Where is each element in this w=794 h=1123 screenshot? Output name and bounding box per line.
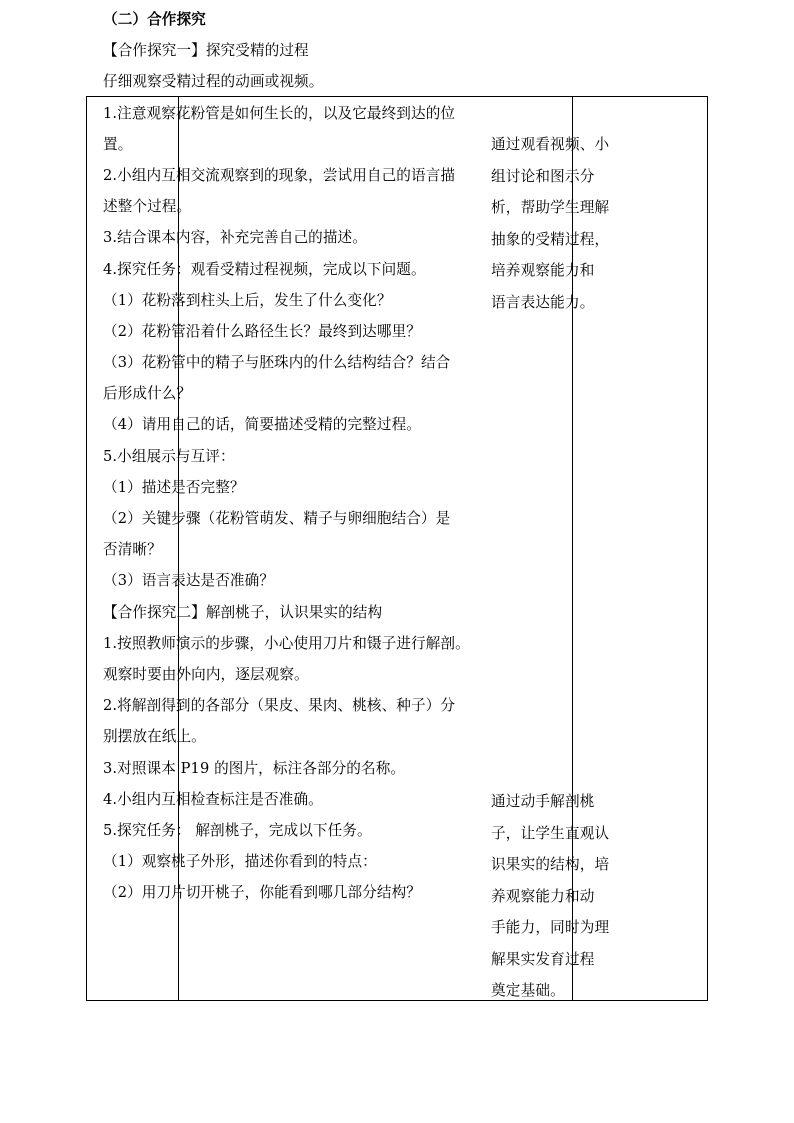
- activity-line: 3.对照课本 P19 的图片，标注各部分的名称。: [103, 759, 406, 777]
- intent-line: 养观察能力和动: [491, 887, 595, 905]
- intent-line: 手能力，同时为理: [491, 919, 610, 936]
- intent-line: 语言表达能力。: [491, 293, 595, 311]
- activity-line: 【合作探究二】解剖桃子，认识果实的结构: [103, 603, 383, 621]
- activity-line: （2）花粉管沿着什么路径生长？最终到达哪里？: [103, 322, 421, 340]
- intent-line: 通过动手解剖桃: [491, 793, 595, 810]
- design-intent-2: [491, 786, 621, 1007]
- activity-line: 【合作探究一】探究受精的过程: [103, 42, 309, 60]
- activity-line: 观察时要由外向内，逐层观察。: [103, 665, 309, 683]
- activity-line: 4.小组内互相检查标注是否准确。: [103, 790, 323, 808]
- intent-line: 析，帮助学生理解: [491, 199, 610, 216]
- activity-line: 2.小组内互相交流观察到的现象，尝试用自己的语言描: [103, 166, 456, 184]
- intent-line: 子，让学生直观认: [491, 824, 610, 842]
- activity-line: （1）描述是否完整？: [103, 478, 245, 496]
- activity-line: （1）花粉落到柱头上后，发生了什么变化？: [103, 291, 392, 309]
- activity-line: 3.结合课本内容，补充完善自己的描述。: [103, 229, 367, 247]
- activity-line: 别摆放在纸上。: [103, 728, 206, 746]
- activity-line: （3）语言表达是否准确？: [103, 572, 275, 590]
- intent-line: 通过观看视频、小: [491, 136, 610, 153]
- activity-line: 后形成什么？: [103, 385, 192, 403]
- activity-line: （2）关键步骤（花粉管萌发、精子与卵细胞结合）是: [103, 510, 451, 527]
- intent-line: 奠定基础。: [491, 982, 565, 999]
- activity-line: 述整个过程。: [103, 198, 192, 216]
- activity-line: （3）花粉管中的精子与胚珠内的什么结构结合？结合: [103, 354, 451, 372]
- activity-line: 5.小组展示与互评：: [103, 447, 235, 465]
- activity-line: 4.探究任务：观看受精过程视频，完成以下问题。: [103, 260, 426, 278]
- activity-line: 1.按照教师演示的步骤，小心使用刀片和镊子进行解剖。: [103, 634, 470, 652]
- activity-line: （4）请用自己的话，简要描述受精的完整过程。: [103, 416, 421, 434]
- activity-line: 1.注意观察花粉管是如何生长的，以及它最终到达的位: [103, 104, 456, 122]
- activity-line: （1）观察桃子外形，描述你看到的特点：: [103, 853, 377, 871]
- intent-line: 识果实的结构，培: [491, 856, 610, 873]
- activity-column: [103, 4, 483, 908]
- design-intent-1: [491, 129, 621, 318]
- intent-line: 解果实发育过程: [491, 950, 595, 968]
- activity-line: 仔细观察受精过程的动画或视频。: [103, 73, 324, 91]
- intent-line: 抽象的受精过程，: [491, 230, 610, 248]
- activity-line: （2）用刀片切开桃子，你能看到哪几部分结构？: [103, 884, 421, 902]
- activity-line: 5.探究任务： 解剖桃子，完成以下任务。: [103, 821, 372, 839]
- activity-line: 2.将解剖得到的各部分（果皮、果肉、桃核、种子）分: [103, 697, 456, 715]
- activity-line: 置。: [103, 135, 133, 153]
- activity-line: （二）合作探究: [103, 11, 206, 28]
- intent-line: 组讨论和图示分: [491, 167, 595, 185]
- intent-line: 培养观察能力和: [491, 262, 595, 279]
- activity-line: 否清晰？: [103, 541, 162, 559]
